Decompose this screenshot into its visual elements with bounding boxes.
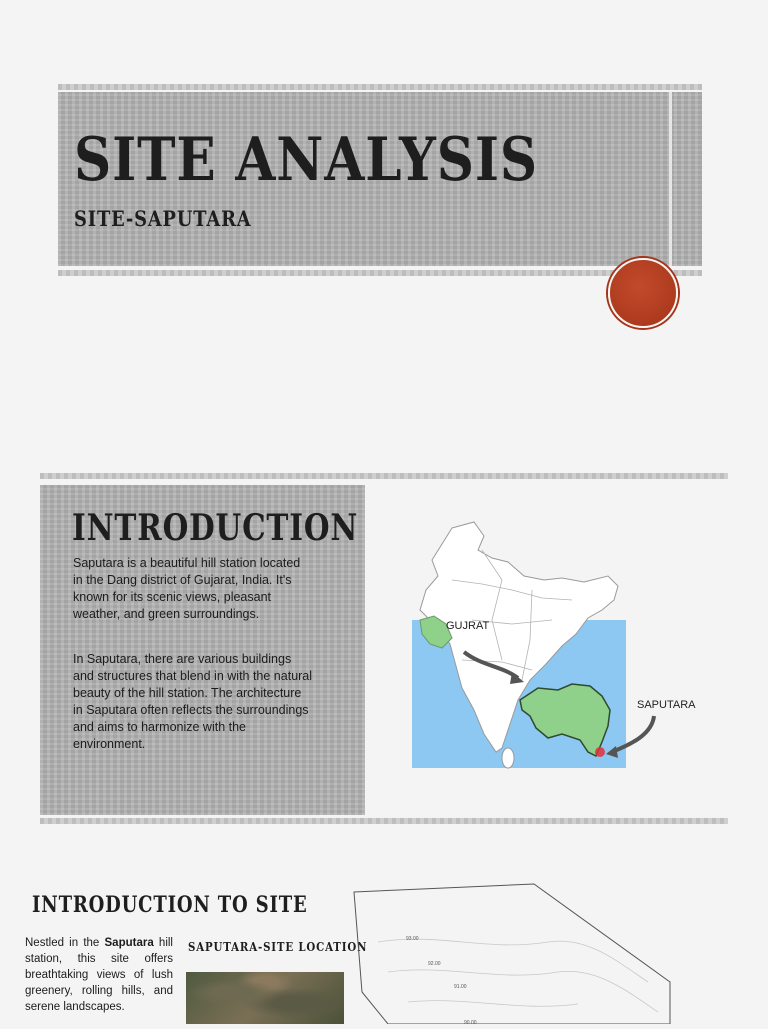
title-top-stripe xyxy=(58,84,702,90)
aerial-photo xyxy=(186,972,344,1024)
site-boundary xyxy=(354,884,670,1024)
map-label-saputara: SAPUTARA xyxy=(637,699,696,711)
contour-line-3 xyxy=(408,1001,578,1007)
survey-plan-graphic xyxy=(348,872,678,1024)
title-divider xyxy=(669,92,672,266)
contour-label-4: 90.00 xyxy=(464,1020,477,1024)
title-bottom-stripe xyxy=(58,270,702,276)
contour-label-2: 92.00 xyxy=(428,961,441,967)
site-survey-plan xyxy=(348,872,678,1024)
india-map-graphic xyxy=(412,520,712,770)
accent-circle xyxy=(608,258,678,328)
site-location-caption: SAPUTARA-SITE LOCATION xyxy=(188,940,368,954)
site-paragraph-rest: hill station, this site offers breathtaking views of lush greenery, rolling hills, and serene landscapes. xyxy=(25,937,173,1013)
intro-paragraph-2: In Saputara, there are various buildings and structures that blend in with the natural beauty of the hill station. The architecture in Saputara often reflects the surroundings and aims to harmonize with the environment. xyxy=(73,652,313,751)
intro-paragraph-1: Saputara is a beautiful hill station located in the Dang district of Gujarat, India. It's known for its scenic views, pleasant weather, and green surroundings. xyxy=(73,556,301,621)
page-subtitle: SITE-SAPUTARA xyxy=(74,206,252,231)
intro-panel xyxy=(40,485,365,815)
map-label-gujrat: GUJRAT xyxy=(446,620,490,632)
contour-line-1 xyxy=(378,939,648,982)
site-paragraph xyxy=(25,935,173,1015)
sri-lanka xyxy=(502,748,514,768)
site-paragraph-bold: Saputara xyxy=(104,937,154,949)
intro-heading: INTRODUCTION xyxy=(72,507,359,549)
site-heading: INTRODUCTION TO SITE xyxy=(32,892,308,918)
saputara-marker xyxy=(595,747,605,757)
title-band xyxy=(58,92,702,266)
contour-label-3: 91.00 xyxy=(454,984,467,990)
site-paragraph-lead: Nestled in the xyxy=(25,937,105,949)
intro-top-stripe xyxy=(40,473,728,479)
contour-label-1: 93.00 xyxy=(406,936,419,942)
india-gujarat-map xyxy=(412,520,712,770)
intro-bottom-stripe xyxy=(40,818,728,824)
page-title: SITE ANALYSIS xyxy=(74,125,538,195)
